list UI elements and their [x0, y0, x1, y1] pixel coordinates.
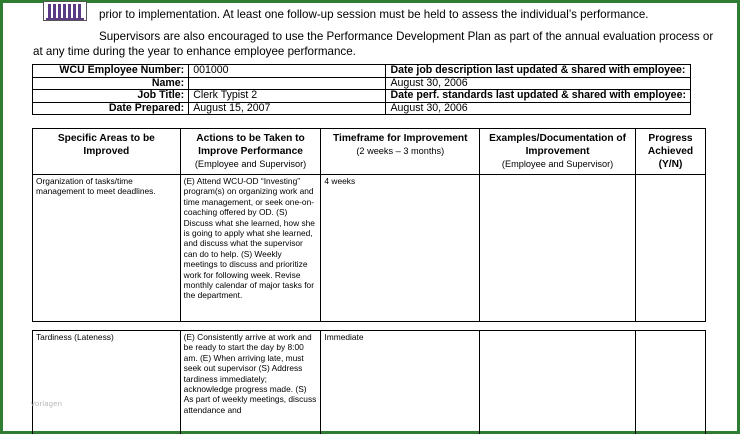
spacer-cell: [33, 322, 706, 331]
info-date-value: August 30, 2006: [386, 102, 691, 115]
employee-info-table: [32, 64, 691, 115]
header-title: Examples/Documentation of Improvement: [489, 133, 627, 157]
table-row: [33, 331, 706, 434]
intro-text: prior to implementation. At least one follow-up session must be held to assess the individual’s performance.: [99, 8, 649, 21]
paragraph-line-2: at any time during the year to enhance employee performance.: [33, 44, 356, 58]
info-label: WCU Employee Number:: [33, 65, 189, 78]
progress-cell: [636, 331, 706, 434]
progress-cell: [636, 175, 706, 322]
info-value: Clerk Typist 2: [189, 90, 386, 103]
timeframe-cell: 4 weeks: [321, 175, 480, 322]
info-label: Date Prepared:: [33, 102, 189, 115]
info-row: [33, 102, 691, 115]
area-cell: Organization of tasks/time management to meet deadlines.: [33, 175, 181, 322]
info-date-label: Date job description last updated & shared with employee:: [386, 65, 691, 78]
header-subtitle: (Employee and Supervisor): [501, 159, 614, 169]
actions-cell: (E) Attend WCU-OD “Investing” program(s) on organizing work and time management, or seek one-on-coaching offered by OD. (S) Discuss what she learned, how she is going to apply what she learned, and discuss what the supervisor can do to help. (S) Weekly meetings to discuss and prioritize work for following week. Revise monthly calendar of major tasks for the department.: [180, 175, 321, 322]
header-subtitle: (2 weeks – 3 months): [356, 146, 445, 156]
watermark: vorlagen: [31, 399, 63, 408]
timeframe-cell: Immediate: [321, 331, 480, 434]
info-row: [33, 90, 691, 103]
header-timeframe: [321, 129, 480, 175]
info-date-value: August 30, 2006: [386, 77, 691, 90]
paragraph-line-1: Supervisors are also encouraged to use the Performance Development Plan as part of the annual evaluation process or: [99, 30, 714, 43]
instruction-paragraph: [33, 30, 713, 59]
info-value: August 15, 2007: [189, 102, 386, 115]
info-row: [33, 77, 691, 90]
header-actions: [180, 129, 321, 175]
header-areas: [33, 129, 181, 175]
area-cell: Tardiness (Lateness): [33, 331, 181, 434]
examples-cell: [480, 331, 636, 434]
table-row: [33, 175, 706, 322]
info-value: [189, 77, 386, 90]
row-spacer: [33, 322, 706, 331]
university-logo: [43, 1, 87, 21]
performance-plan-table: [32, 128, 706, 434]
header-title: Actions to be Taken to Improve Performance: [196, 133, 305, 157]
header-title: Progress Achieved (Y/N): [647, 133, 694, 170]
header-examples: [480, 129, 636, 175]
info-label: Name:: [33, 77, 189, 90]
actions-cell: (E) Consistently arrive at work and be ready to start the day by 8:00 am. (E) When arriving late, must seek out supervisor (S) Address tardiness immediately; acknowledge progress made. (S) As part of weekly meetings, discuss attendance and: [180, 331, 321, 434]
info-row: [33, 65, 691, 78]
info-value: 001000: [189, 65, 386, 78]
header-progress: [636, 129, 706, 175]
info-label: Job Title:: [33, 90, 189, 103]
examples-cell: [480, 175, 636, 322]
header-subtitle: (Employee and Supervisor): [194, 159, 307, 169]
header-title: Timeframe for Improvement: [332, 133, 468, 144]
header-title: Specific Areas to be Improved: [57, 133, 155, 157]
info-date-label: Date perf. standards last updated & shared with employee:: [386, 90, 691, 103]
